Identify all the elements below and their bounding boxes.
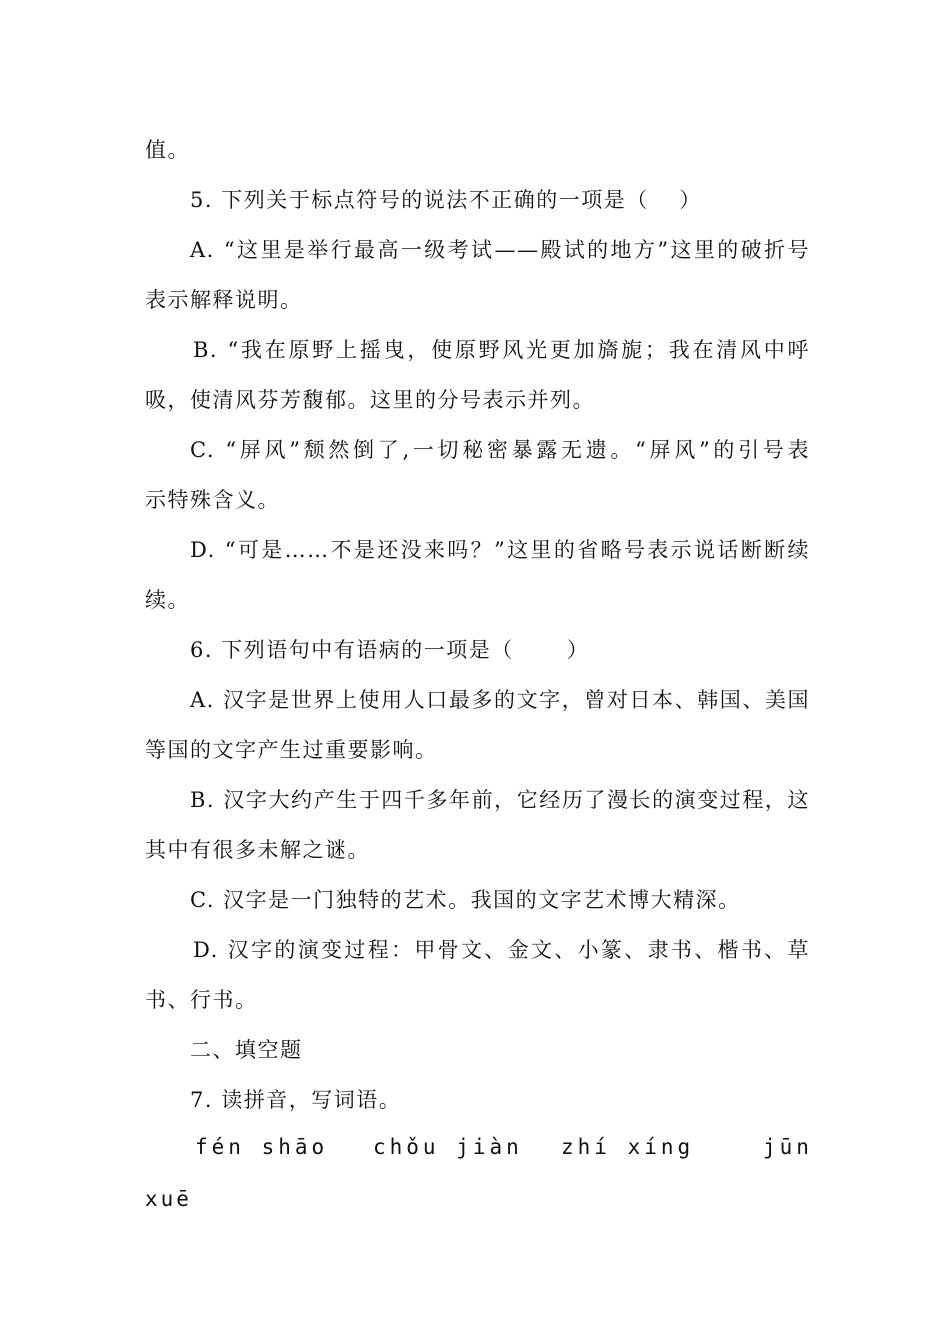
- question-6-option-a: A. 汉字是世界上使用人口最多的文字，曾对日本、韩国、美国: [190, 688, 810, 712]
- question-6-stem: 6. 下列语句中有语病的一项是（ ）: [190, 638, 590, 662]
- question-5-option-c: C. “屏风”颓然倒了,一切秘密暴露无遗。“屏风”的引号表: [190, 438, 810, 462]
- question-5-option-b-continued: 吸，使清风芬芳馥郁。这里的分号表示并列。: [145, 388, 595, 412]
- pinyin-item: fén shāo: [195, 1135, 329, 1159]
- pinyin-item: chǒu jiàn: [373, 1135, 523, 1159]
- question-5-option-c-continued: 示特殊含义。: [145, 488, 280, 512]
- question-6-option-d: D. 汉字的演变过程：甲骨文、金文、小篆、隶书、楷书、草: [193, 938, 810, 962]
- pinyin-item: jūn: [763, 1135, 813, 1159]
- question-5-option-a-continued: 表示解释说明。: [145, 288, 303, 312]
- question-7-stem: 7. 读拼音，写词语。: [190, 1088, 402, 1112]
- question-5-option-b: B. “我在原野上摇曳，使原野风光更加旖旎；我在清风中呼: [193, 338, 810, 362]
- question-5-option-a: A. “这里是举行最高一级考试——殿试的地方”这里的破折号: [190, 238, 810, 262]
- paragraph-line: 值。: [145, 138, 190, 162]
- pinyin-item: zhí xíng: [561, 1135, 695, 1159]
- question-5-stem: 5. 下列关于标点符号的说法不正确的一项是（ ）: [190, 188, 702, 212]
- pinyin-wrap-line: xuē: [145, 1187, 192, 1211]
- question-6-option-d-continued: 书、行书。: [145, 988, 258, 1012]
- question-5-option-d-continued: 续。: [145, 588, 190, 612]
- question-6-option-c: C. 汉字是一门独特的艺术。我国的文字艺术博大精深。: [190, 888, 741, 912]
- question-6-option-b: B. 汉字大约产生于四千多年前，它经历了漫长的演变过程，这: [190, 788, 810, 812]
- section-heading-fill-in: 二、填空题: [190, 1038, 303, 1062]
- question-6-option-b-continued: 其中有很多未解之谜。: [145, 838, 370, 862]
- question-5-option-d: D. “可是……不是还没来吗？”这里的省略号表示说话断断续: [190, 538, 810, 562]
- question-6-option-a-continued: 等国的文字产生过重要影响。: [145, 738, 438, 762]
